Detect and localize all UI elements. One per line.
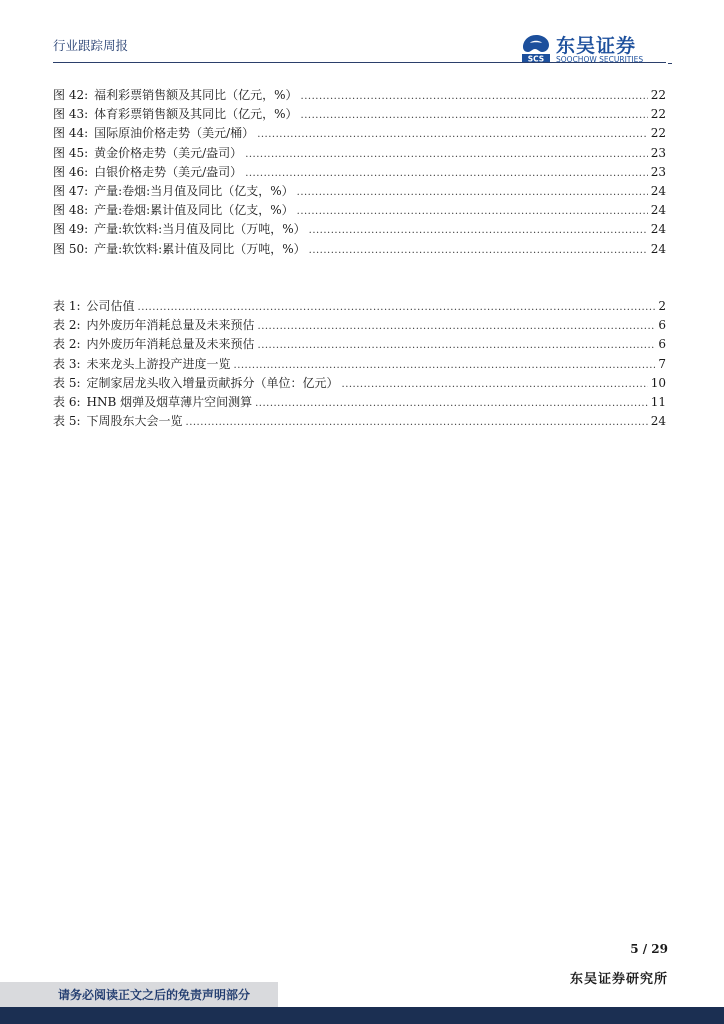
dot-leader: [234, 356, 656, 375]
entry-number: 表 3:: [53, 356, 81, 371]
dot-leader: [138, 298, 656, 317]
entry-title: 产量:卷烟:累计值及同比（亿支，%）: [94, 203, 294, 218]
toc-entry[interactable]: [53, 105, 666, 124]
entry-number: 表 5:: [53, 375, 81, 390]
toc-entry[interactable]: [53, 201, 666, 220]
toc-entry[interactable]: [53, 316, 666, 335]
dot-leader: [257, 125, 648, 144]
page-number: 5 / 29: [630, 942, 668, 956]
toc-entry[interactable]: [53, 335, 666, 354]
dot-leader: [255, 394, 648, 413]
entry-title: HNB 烟弹及烟草薄片空间测算: [86, 394, 253, 409]
dot-leader: [297, 202, 648, 221]
entry-number: 图 45:: [53, 145, 89, 160]
entry-page: 22: [650, 126, 666, 141]
soochow-logo-icon: [520, 33, 552, 65]
toc-entry[interactable]: [53, 297, 666, 316]
entry-number: 表 1:: [53, 299, 81, 313]
report-type-title: 行业跟踪周报: [53, 38, 129, 53]
entry-number: 表 5:: [53, 414, 81, 429]
entry-page: 2: [658, 299, 666, 313]
entry-page: 23: [650, 164, 666, 179]
dot-leader: [186, 413, 648, 432]
dot-leader: [258, 336, 656, 355]
toc-entry[interactable]: [53, 124, 666, 143]
table-list: [53, 297, 666, 431]
header-divider: [53, 62, 666, 63]
entry-page: 10: [650, 375, 666, 390]
toc-entry[interactable]: [53, 374, 666, 393]
entry-title: 内外废历年消耗总量及未来预估: [86, 337, 255, 352]
entry-title: 下周股东大会一览: [86, 414, 183, 429]
entry-page: 24: [650, 183, 666, 198]
entry-title: 定制家居龙头收入增量贡献拆分（单位：亿元）: [86, 375, 339, 390]
dot-leader: [301, 87, 648, 106]
entry-title: 产量:卷烟:当月值及同比（亿支，%）: [94, 183, 294, 198]
toc-entry[interactable]: [53, 240, 666, 259]
entry-number: 表 2:: [53, 318, 81, 333]
entry-page: 24: [650, 222, 666, 237]
entry-page: 6: [658, 337, 666, 352]
dot-leader: [297, 183, 648, 202]
entry-number: 图 44:: [53, 126, 89, 141]
toc-entry[interactable]: [53, 163, 666, 182]
toc-entry[interactable]: [53, 393, 666, 412]
logo-chinese-name: 东吴证券: [556, 35, 637, 57]
entry-number: 图 42:: [53, 88, 89, 102]
toc-entry[interactable]: [53, 355, 666, 374]
toc-entry[interactable]: [53, 412, 666, 431]
entry-page: 11: [650, 394, 666, 409]
footer-bar: [0, 1007, 724, 1024]
entry-page: 6: [658, 318, 666, 333]
entry-page: 24: [650, 414, 666, 429]
toc-entry[interactable]: [53, 86, 666, 105]
dot-leader: [309, 221, 648, 240]
dot-leader: [245, 164, 648, 183]
entry-page: 22: [650, 107, 666, 122]
dot-leader: [245, 145, 648, 164]
entry-page: 7: [658, 356, 666, 371]
entry-page: 22: [650, 88, 666, 102]
dot-leader: [258, 317, 656, 336]
entry-number: 图 47:: [53, 183, 89, 198]
toc-entry[interactable]: [53, 144, 666, 163]
entry-number: 图 43:: [53, 107, 89, 122]
toc-entry[interactable]: [53, 182, 666, 201]
dot-leader: [309, 241, 648, 260]
entry-number: 表 6:: [53, 394, 81, 409]
entry-number: 表 2:: [53, 337, 81, 352]
entry-number: 图 50:: [53, 241, 89, 256]
logo-english-name: SOOCHOW SECURITIES: [556, 55, 644, 64]
entry-title: 福利彩票销售额及其同比（亿元，%）: [94, 88, 298, 102]
disclaimer-text: 请务必阅读正文之后的免责声明部分: [58, 988, 251, 1002]
entry-title: 内外废历年消耗总量及未来预估: [86, 318, 255, 333]
entry-title: 未来龙头上游投产进度一览: [86, 356, 231, 371]
entry-title: 白银价格走势（美元/盎司）: [94, 164, 243, 179]
entry-title: 国际原油价格走势（美元/桶）: [94, 126, 255, 141]
entry-title: 公司估值: [86, 299, 135, 313]
entry-title: 黄金价格走势（美元/盎司）: [94, 145, 243, 160]
entry-title: 体育彩票销售额及其同比（亿元，%）: [94, 107, 298, 122]
header-divider-tick: [668, 63, 672, 64]
entry-page: 24: [650, 241, 666, 256]
entry-page: 24: [650, 203, 666, 218]
svg-text:SCS: SCS: [527, 54, 545, 64]
entry-number: 图 46:: [53, 164, 89, 179]
institute-name: 东吴证券研究所: [569, 972, 668, 987]
entry-number: 图 49:: [53, 222, 89, 237]
figure-list: [53, 86, 666, 259]
dot-leader: [301, 106, 648, 125]
entry-number: 图 48:: [53, 203, 89, 218]
page-header: [0, 0, 724, 70]
entry-title: 产量:软饮料:累计值及同比（万吨，%）: [94, 241, 306, 256]
dot-leader: [342, 375, 648, 394]
entry-page: 23: [650, 145, 666, 160]
entry-title: 产量:软饮料:当月值及同比（万吨，%）: [94, 222, 306, 237]
toc-entry[interactable]: [53, 220, 666, 239]
